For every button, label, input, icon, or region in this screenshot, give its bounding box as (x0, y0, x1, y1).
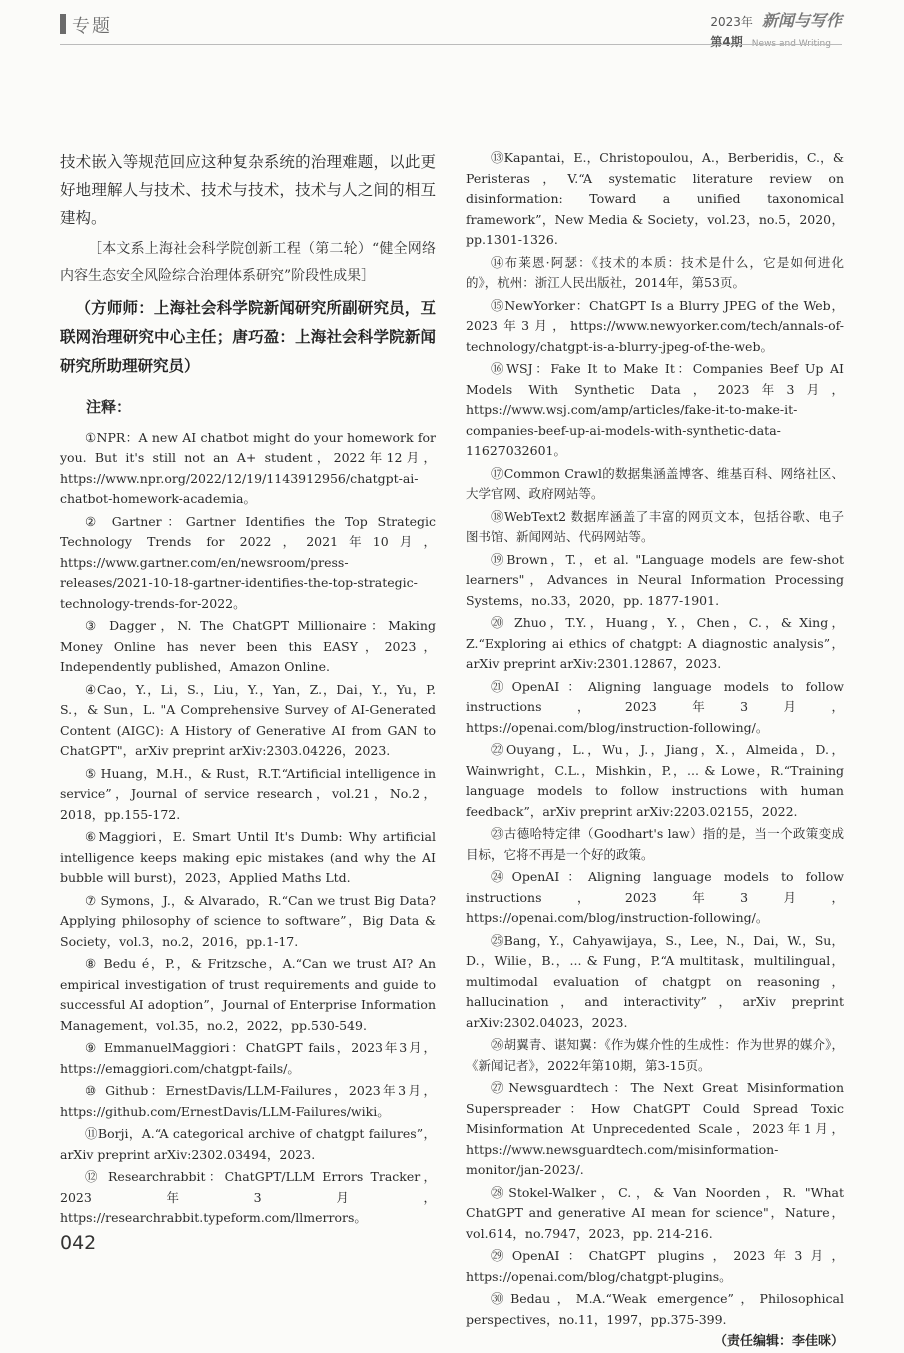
footnote-item: ㉘Stokel-Walker，C.，& Van Noorden，R. "What ChatGPT and generative AI mean for science"，Nature，vol.614，no.7947，2023，pp. 214-216. (466, 1184, 844, 1241)
footnote-item: ⑯WSJ：Fake It to Make It：Companies Beef Up AI Models With Synthetic Data，2023年3月，https://www.wsj.com/amp/articles/fake-it-to-make-it-companies-beef-up-ai-models-with-synthetic-data-11627032601。 (466, 361, 844, 458)
footnote-item: ㉓古德哈特定律（Goodhart's law）指的是，当一个政策变成目标，它将不再是一个好的政策。 (466, 826, 844, 862)
footnote-item: ⑰Common Crawl的数据集涵盖博客、维基百科、网络社区、大学官网、政府网站等。 (466, 465, 844, 501)
magazine-title-en: News and Writing (751, 39, 831, 49)
footnote-item: ⑳ Zhuo，T.Y.，Huang，Y.，Chen，C.，& Xing，Z.“Exploring ai ethics of chatgpt: A diagnostic analysis”，arXiv preprint arXiv:2301.12867，2023. (466, 615, 844, 671)
footnote-item: ㉒Ouyang，L.，Wu，J.，Jiang，X.，Almeida，D.，Wainwright，C.L.，Mishkin，P.，... & Lowe，R.“Training language models to follow instructions with human feedback”，arXiv preprint arXiv:2203.02155，2022. (466, 742, 844, 819)
notes-list-right (466, 148, 844, 1330)
footnote-item: ⑨ EmmanuelMaggiori：ChatGPT fails，2023年3月，https://emaggiori.com/chatgpt-fails/。 (60, 1040, 436, 1076)
editor-credit: （责任编辑：李佳咪） (713, 1334, 844, 1349)
notes-list-left (60, 428, 436, 1229)
footnote-item: ⑫ Researchrabbit：ChatGPT/LLM Errors Tracker，2023年3月，https://researchrabbit.typeform.com/llmerrors。 (60, 1169, 436, 1225)
left-column (60, 148, 436, 1231)
page-header (0, 0, 904, 49)
footnote-item: ④Cao，Y.，Li，S.，Liu，Y.，Yan，Z.，Dai，Y.，Yu，P. S.，& Sun，L. "A Comprehensive Survey of AI-Generated Content (AIGC): A History of Generative AI from GAN to ChatGPT"，arXiv preprint arXiv:2303.04226，2023. (60, 681, 436, 758)
section-label: 专题 (72, 16, 112, 37)
footnote-item: ③ Dagger，N. The ChatGPT Millionaire：Making Money Online has never been this EASY，2023，Independently published，Amazon Online. (60, 618, 436, 674)
footnote-item: ⑧ Bedu é，P.，& Fritzsche，A.“Can we trust AI? An empirical investigation of trust requirements and guide to successful AI adoption”，Journal of Enterprise Information Management，vol.35，no.2，2022，pp.530-549. (60, 956, 436, 1033)
footnote-item: ⑥Maggiori，E. Smart Until It's Dumb: Why artificial intelligence keeps making epic mistakes (and why the AI bubble will burst)，2023，Applied Maths Ltd. (60, 829, 436, 885)
right-column (466, 148, 844, 1353)
issue-year: 2023年 (710, 15, 753, 29)
footnote-item: ㉑OpenAI：Aligning language models to follow instructions，2023年3月，https://openai.com/blog/instruction-following/。 (466, 678, 844, 735)
footnote-item: ㉚Bedau，M.A.“Weak emergence”，Philosophical perspectives，no.11，1997，pp.375-399. (466, 1291, 844, 1327)
footnote-item: ㉙OpenAI：ChatGPT plugins，2023年3月，https://openai.com/blog/chatgpt-plugins。 (466, 1248, 844, 1284)
footnote-item: ㉗Newsguardtech：The Next Great Misinformation Superspreader：How ChatGPT Could Spread Toxic Misinformation At Unprecedented Scale，2023年1月，https://www.newsguardtech.com/misinformation-monitor/jan-2023/. (466, 1080, 844, 1177)
footnote-item: ② Gartner：Gartner Identifies the Top Strategic Technology Trends for 2022，2021年10月，https://www.gartner.com/en/newsroom/press-releases/2021-10-18-gartner-identifies-the-top-strategic-technology-trends-for-2022。 (60, 513, 436, 611)
footnote-item: ⑱WebText2 数据库涵盖了丰富的网页文本，包括谷歌、电子图书馆、新闻网站、代码网站等。 (466, 508, 844, 544)
notes-heading: 注释： (86, 398, 132, 416)
page-number: 042 (60, 1232, 97, 1254)
footnote-item: ⑤ Huang，M.H.，& Rust，R.T.“Artificial intelligence in service”，Journal of service research，vol.21，No.2，2018，pp.155-172. (60, 765, 436, 822)
footnote-item: ⑦ Symons，J.，& Alvarado，R.“Can we trust Big Data? Applying philosophy of science to software”，Big Data & Society，vol.3，no.2，2016，pp.1-17. (60, 892, 436, 949)
footnote-item: ⑪Borji，A.“A categorical archive of chatgpt failures”，arXiv preprint arXiv:2302.03494，2023. (60, 1126, 436, 1162)
footnote-item: ⑩ Github：ErnestDavis/LLM-Failures，2023年3月，https://github.com/ErnestDavis/LLM-Failures/wiki。 (60, 1083, 436, 1119)
footnote-item: ⑮NewYorker：ChatGPT Is a Blurry JPEG of the Web，2023年3月，https://www.newyorker.com/tech/annals-of-technology/chatgpt-is-a-blurry-jpeg-of-the-web。 (466, 297, 844, 354)
footnote-item: ㉔OpenAI：Aligning language models to follow instructions，2023年3月，https://openai.com/blog/instruction-following/。 (466, 869, 844, 925)
author-info: （方师师：上海社会科学院新闻研究所副研究员，互联网治理研究中心主任；唐巧盈：上海社会科学院新闻研究所助理研究员） (60, 299, 436, 375)
section-marker (60, 14, 66, 34)
footnote-item: ⑬Kapantai，E.，Christopoulou，A.，Berberidis，C.，& Peristeras，V.“A systematic literature review on disinformation: Toward a unified taxonomical framework”，New Media & Society，vol.23，no.5，2020，pp.1301-1326. (466, 150, 844, 247)
footnote-item: ㉖胡翼青、谌知翼：《作为媒介性的生成性：作为世界的媒介》，《新闻记者》，2022年第10期，第3-15页。 (466, 1037, 844, 1073)
footnote-item: ⑭布莱恩·阿瑟：《技术的本质：技术是什么，它是如何进化的》，杭州：浙江人民出版社，2014年，第53页。 (466, 254, 844, 290)
footnote-item: ㉕Bang，Y.，Cahyawijaya，S.，Lee，N.，Dai，W.，Su，D.，Wilie，B.，... & Fung，P.“A multitask，multilingual，multimodal evaluation of chatgpt on reasoning，hallucination，and interactivity”，arXiv preprint arXiv:2302.04023，2023. (466, 932, 844, 1030)
funding-note: ［本文系上海社会科学院创新工程（第二轮）“健全网络内容生态安全风险综合治理体系研究”阶段性成果］ (60, 241, 436, 284)
issue-number: 第4期 (710, 35, 743, 49)
footnote-item: ⑲Brown，T.，et al. "Language models are few-shot learners"，Advances in Neural Information Processing Systems，no.33，2020，pp. 1877-1901. (466, 551, 844, 608)
body-paragraph: 技术嵌入等规范回应这种复杂系统的治理难题，以此更好地理解人与技术、技术与技术，技术与人之间的相互建构。 (60, 153, 436, 227)
magazine-title: 新闻与写作 (761, 11, 842, 30)
footnote-item: ①NPR：A new AI chatbot might do your homework for you. But it's still not an A+ student，2022年12月，https://www.npr.org/2022/12/19/1143912956/chatgpt-ai-chatbot-homework-academia。 (60, 429, 436, 506)
header-divider (60, 44, 842, 45)
